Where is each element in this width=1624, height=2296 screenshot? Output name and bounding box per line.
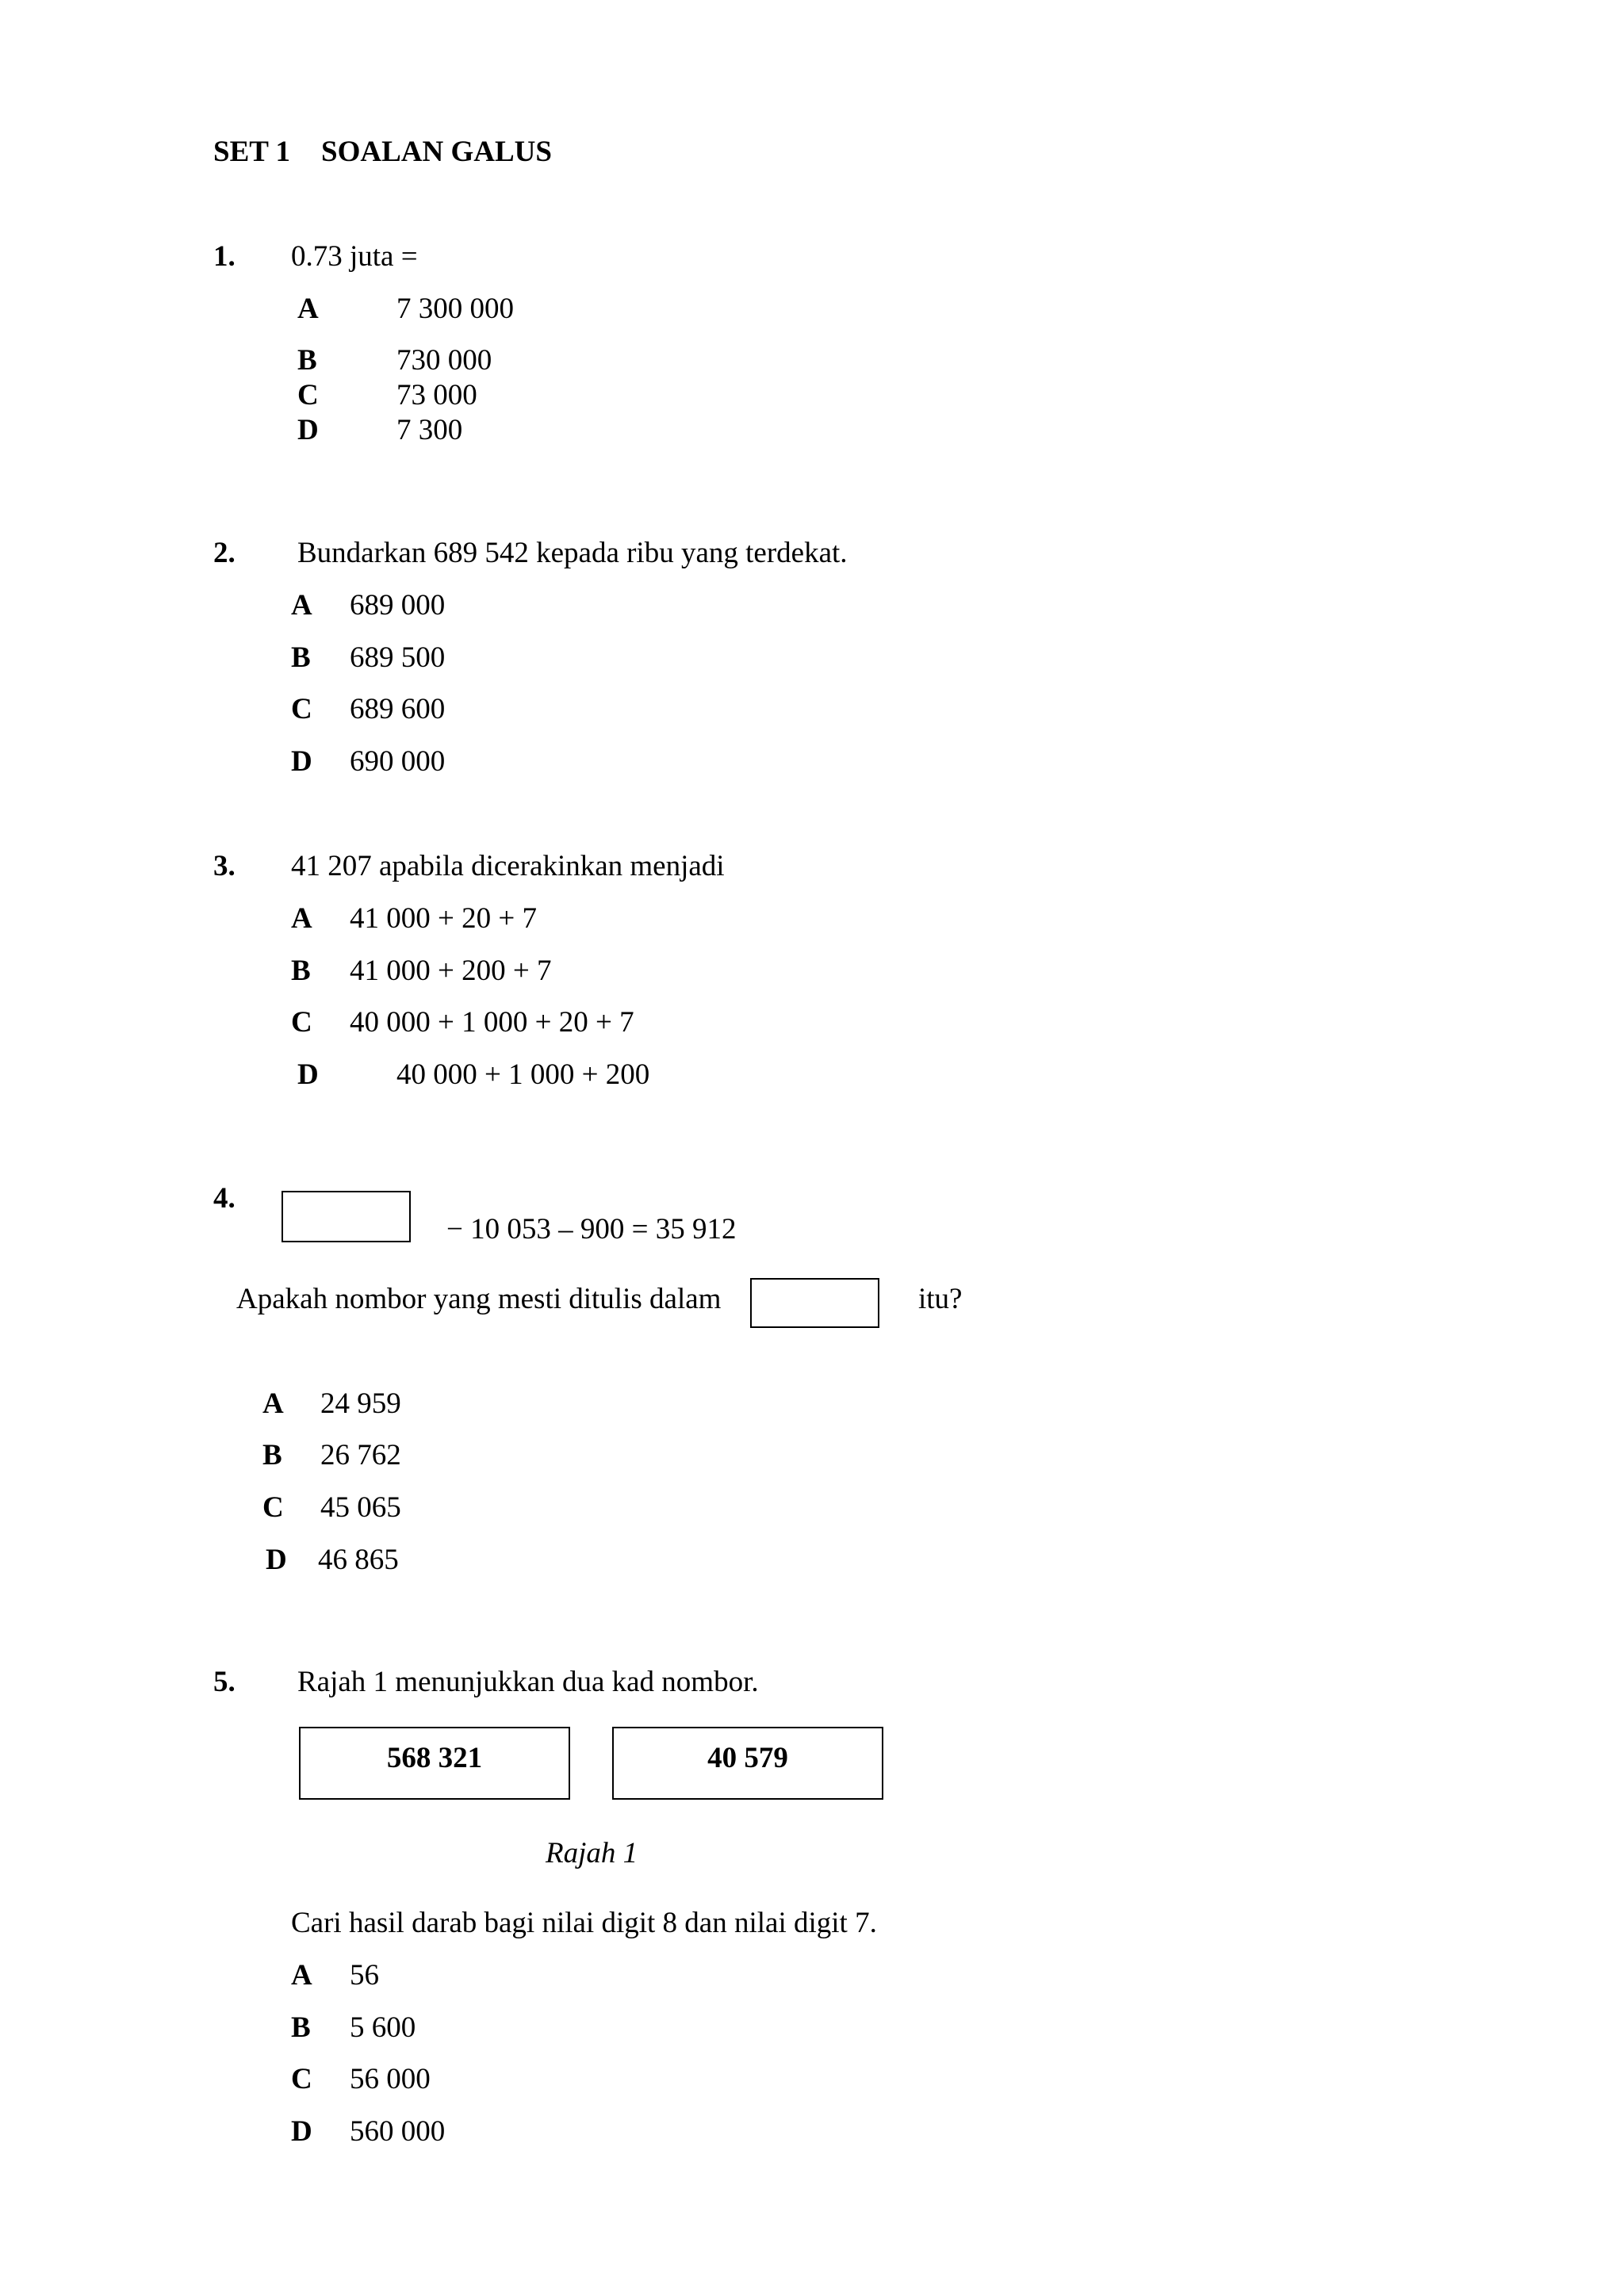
option-value: 56 000 — [350, 2063, 431, 2095]
option-value: 40 000 + 1 000 + 200 — [396, 1058, 650, 1091]
page-title: SOALAN GALUS — [321, 136, 552, 168]
option-value: 45 065 — [320, 1491, 401, 1524]
option-letter: B — [291, 955, 311, 987]
option-letter: D — [291, 745, 312, 778]
option-value: 7 300 — [396, 414, 463, 446]
question-number: 1. — [213, 240, 236, 273]
option-letter: A — [291, 1959, 312, 1992]
answer-box — [282, 1191, 411, 1242]
figure-caption: Rajah 1 — [546, 1837, 638, 1869]
option-letter: D — [297, 1058, 319, 1091]
option-value: 24 959 — [320, 1387, 401, 1420]
question-number: 5. — [213, 1666, 236, 1698]
option-value: 689 600 — [350, 693, 446, 725]
option-value: 56 — [350, 1959, 379, 1992]
question-number: 3. — [213, 850, 236, 882]
option-value: 41 000 + 20 + 7 — [350, 902, 537, 935]
option-value: 5 600 — [350, 2011, 416, 2044]
option-letter: D — [297, 414, 319, 446]
option-letter: C — [297, 379, 319, 411]
number-card: 40 579 — [612, 1727, 883, 1800]
question-text: Apakah nombor yang mesti ditulis dalam — [236, 1283, 722, 1315]
option-letter: A — [297, 293, 319, 325]
set-label: SET 1 — [213, 136, 291, 168]
answer-box — [750, 1278, 879, 1328]
question-number: 4. — [213, 1182, 236, 1215]
option-value: 689 000 — [350, 589, 446, 622]
option-value: 689 500 — [350, 641, 446, 674]
equation: − 10 053 – 900 = 35 912 — [446, 1213, 737, 1246]
number-card: 568 321 — [299, 1727, 570, 1800]
option-value: 560 000 — [350, 2115, 446, 2148]
option-value: 690 000 — [350, 745, 446, 778]
option-letter: A — [262, 1387, 284, 1420]
option-letter: C — [262, 1491, 284, 1524]
option-letter: B — [291, 641, 311, 674]
option-value: 41 000 + 200 + 7 — [350, 955, 552, 987]
question-prompt: Cari hasil darab bagi nilai digit 8 dan nilai digit 7. — [291, 1907, 877, 1939]
question-text: 0.73 juta = — [291, 240, 418, 273]
option-letter: B — [297, 344, 317, 377]
option-letter: B — [262, 1439, 282, 1471]
option-letter: A — [291, 902, 312, 935]
option-letter: C — [291, 2063, 312, 2095]
option-letter: B — [291, 2011, 311, 2044]
question-text-tail: itu? — [918, 1283, 963, 1315]
option-value: 730 000 — [396, 344, 492, 377]
question-text: Rajah 1 menunjukkan dua kad nombor. — [297, 1666, 759, 1698]
question-number: 2. — [213, 537, 236, 569]
option-value: 73 000 — [396, 379, 477, 411]
option-letter: D — [266, 1544, 287, 1576]
option-letter: A — [291, 589, 312, 622]
option-value: 26 762 — [320, 1439, 401, 1471]
question-text: Bundarkan 689 542 kepada ribu yang terdekat. — [297, 537, 848, 569]
option-letter: C — [291, 1006, 312, 1039]
option-value: 7 300 000 — [396, 293, 514, 325]
option-letter: C — [291, 693, 312, 725]
option-value: 40 000 + 1 000 + 20 + 7 — [350, 1006, 634, 1039]
question-text: 41 207 apabila dicerakinkan menjadi — [291, 850, 725, 882]
option-value: 46 865 — [318, 1544, 399, 1576]
option-letter: D — [291, 2115, 312, 2148]
